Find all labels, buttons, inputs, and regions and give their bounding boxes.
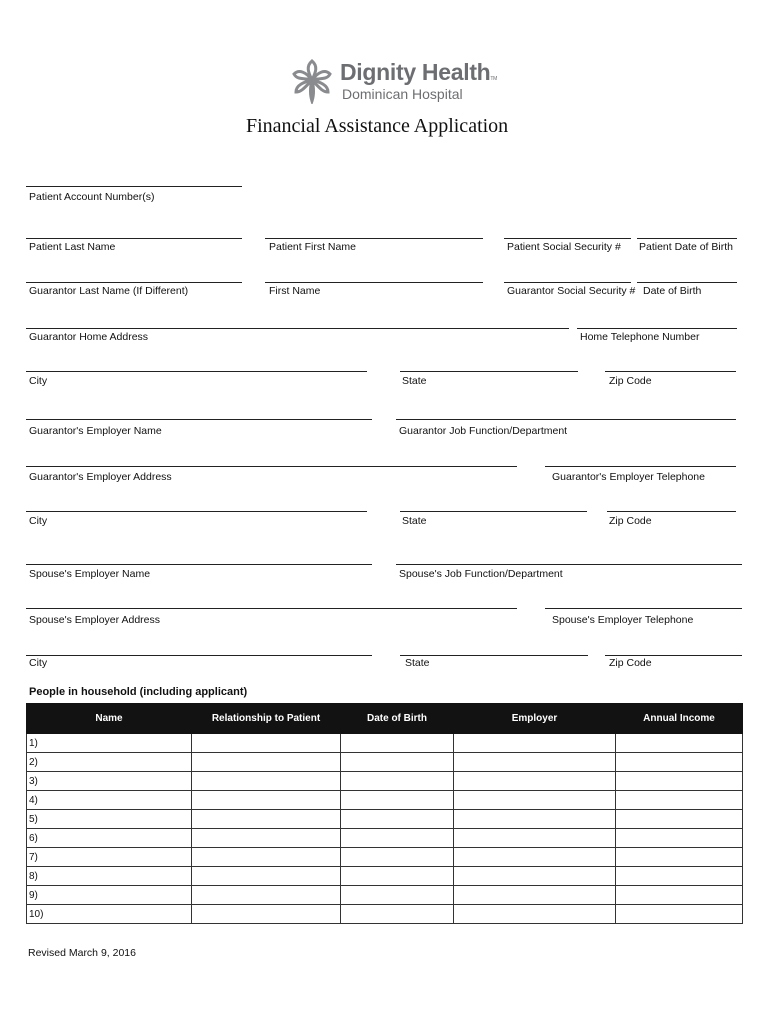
table-cell[interactable] (341, 848, 454, 867)
household-table (26, 703, 743, 924)
row-number-cell[interactable]: 5) (27, 810, 192, 829)
field-label: Patient Date of Birth (639, 241, 733, 253)
table-cell[interactable] (454, 905, 616, 924)
table-row (27, 886, 743, 905)
table-cell[interactable] (616, 848, 743, 867)
field-label: Patient Social Security # (507, 241, 621, 253)
field-label: Zip Code (609, 515, 652, 527)
field-line[interactable] (504, 282, 631, 283)
table-cell[interactable] (616, 905, 743, 924)
field-line[interactable] (545, 466, 736, 467)
table-cell[interactable] (192, 810, 341, 829)
table-cell[interactable] (192, 791, 341, 810)
table-cell[interactable] (341, 886, 454, 905)
field-label: Guarantor Last Name (If Different) (29, 285, 189, 297)
field-label: Guarantor Home Address (29, 331, 149, 343)
row-number-cell[interactable]: 8) (27, 867, 192, 886)
field-label: State (402, 375, 427, 387)
logo-tm: TM (490, 76, 498, 82)
table-cell[interactable] (341, 867, 454, 886)
field-label: Zip Code (609, 375, 652, 387)
table-cell[interactable] (616, 772, 743, 791)
table-cell[interactable] (341, 905, 454, 924)
field-line[interactable] (26, 564, 372, 565)
table-row (27, 867, 743, 886)
logo-subtitle: Dominican Hospital (342, 86, 463, 102)
table-cell[interactable] (616, 753, 743, 772)
table-cell[interactable] (616, 867, 743, 886)
table-cell[interactable] (192, 848, 341, 867)
table-row (27, 829, 743, 848)
table-row (27, 791, 743, 810)
field-label: Spouse's Employer Telephone (552, 614, 694, 626)
table-row (27, 848, 743, 867)
table-cell[interactable] (454, 829, 616, 848)
table-cell[interactable] (341, 753, 454, 772)
table-row (27, 772, 743, 791)
field-label: Guarantor's Employer Telephone (552, 471, 705, 483)
table-row (27, 753, 743, 772)
field-label: Spouse's Employer Address (29, 614, 160, 626)
field-line[interactable] (26, 186, 242, 187)
field-label: Patient Last Name (29, 241, 116, 253)
field-line[interactable] (26, 511, 367, 512)
row-number-cell[interactable]: 10) (27, 905, 192, 924)
field-line[interactable] (265, 282, 483, 283)
field-label: Spouse's Job Function/Department (399, 568, 563, 580)
row-number-cell[interactable]: 3) (27, 772, 192, 791)
field-line[interactable] (605, 371, 736, 372)
field-line[interactable] (26, 371, 367, 372)
field-label: City (29, 375, 48, 387)
field-label: Patient Account Number(s) (29, 191, 155, 203)
row-number-cell[interactable]: 4) (27, 791, 192, 810)
column-header: Date of Birth (341, 704, 454, 734)
field-line[interactable] (400, 655, 588, 656)
table-cell[interactable] (192, 753, 341, 772)
column-header: Annual Income (616, 704, 743, 734)
logo (288, 58, 498, 104)
table-cell[interactable] (454, 772, 616, 791)
column-header: Employer (454, 704, 616, 734)
field-label: Zip Code (609, 657, 652, 669)
table-cell[interactable] (454, 791, 616, 810)
field-line[interactable] (637, 282, 737, 283)
row-number-cell[interactable]: 1) (27, 734, 192, 753)
table-cell[interactable] (616, 791, 743, 810)
table-cell[interactable] (341, 810, 454, 829)
table-row (27, 734, 743, 753)
table-cell[interactable] (454, 848, 616, 867)
field-label: City (29, 515, 48, 527)
table-cell[interactable] (454, 886, 616, 905)
field-line[interactable] (26, 328, 569, 329)
field-label: Guarantor's Employer Name (29, 425, 162, 437)
dignity-health-star-icon (288, 58, 336, 104)
field-label: City (29, 657, 48, 669)
field-line[interactable] (607, 511, 736, 512)
table-cell[interactable] (192, 886, 341, 905)
field-line[interactable] (396, 564, 742, 565)
field-line[interactable] (400, 371, 578, 372)
table-cell[interactable] (192, 772, 341, 791)
row-number-cell[interactable]: 2) (27, 753, 192, 772)
table-cell[interactable] (616, 829, 743, 848)
table-cell[interactable] (341, 772, 454, 791)
field-line[interactable] (545, 608, 742, 609)
field-label: Home Telephone Number (580, 331, 700, 343)
table-cell[interactable] (192, 829, 341, 848)
row-number-cell[interactable]: 7) (27, 848, 192, 867)
table-cell[interactable] (454, 867, 616, 886)
table-cell[interactable] (454, 734, 616, 753)
household-header-row (27, 704, 743, 734)
field-line[interactable] (26, 466, 517, 467)
field-label: Guarantor Social Security # (507, 285, 636, 297)
field-line[interactable] (265, 238, 483, 239)
table-cell[interactable] (192, 734, 341, 753)
field-label: First Name (269, 285, 321, 297)
table-cell[interactable] (454, 810, 616, 829)
field-line[interactable] (396, 419, 736, 420)
field-line[interactable] (26, 419, 372, 420)
row-number-cell[interactable]: 9) (27, 886, 192, 905)
field-line[interactable] (605, 655, 742, 656)
field-label: State (402, 515, 427, 527)
table-cell[interactable] (341, 829, 454, 848)
field-label: Guarantor's Employer Address (29, 471, 172, 483)
row-number-cell[interactable]: 6) (27, 829, 192, 848)
table-row (27, 905, 743, 924)
table-cell[interactable] (192, 867, 341, 886)
table-cell[interactable] (616, 886, 743, 905)
field-line[interactable] (26, 608, 517, 609)
table-cell[interactable] (616, 734, 743, 753)
field-line[interactable] (26, 655, 372, 656)
table-cell[interactable] (341, 734, 454, 753)
table-cell[interactable] (616, 810, 743, 829)
field-line[interactable] (26, 282, 242, 283)
field-label: Spouse's Employer Name (29, 568, 151, 580)
field-label: State (405, 657, 430, 669)
table-cell[interactable] (192, 905, 341, 924)
field-line[interactable] (26, 238, 242, 239)
field-line[interactable] (400, 511, 587, 512)
field-line[interactable] (577, 328, 737, 329)
table-cell[interactable] (454, 753, 616, 772)
column-header: Relationship to Patient (192, 704, 341, 734)
revision-date: Revised March 9, 2016 (28, 947, 136, 959)
field-label: Guarantor Job Function/Department (399, 425, 568, 437)
page-title: Financial Assistance Application (246, 115, 509, 137)
household-heading: People in household (including applicant) (29, 686, 248, 698)
table-cell[interactable] (341, 791, 454, 810)
field-label: Date of Birth (643, 285, 702, 297)
logo-name: Dignity Health (340, 59, 491, 85)
table-row (27, 810, 743, 829)
field-label: Patient First Name (269, 241, 356, 253)
field-line[interactable] (637, 238, 737, 239)
column-header: Name (27, 704, 192, 734)
field-line[interactable] (504, 238, 631, 239)
